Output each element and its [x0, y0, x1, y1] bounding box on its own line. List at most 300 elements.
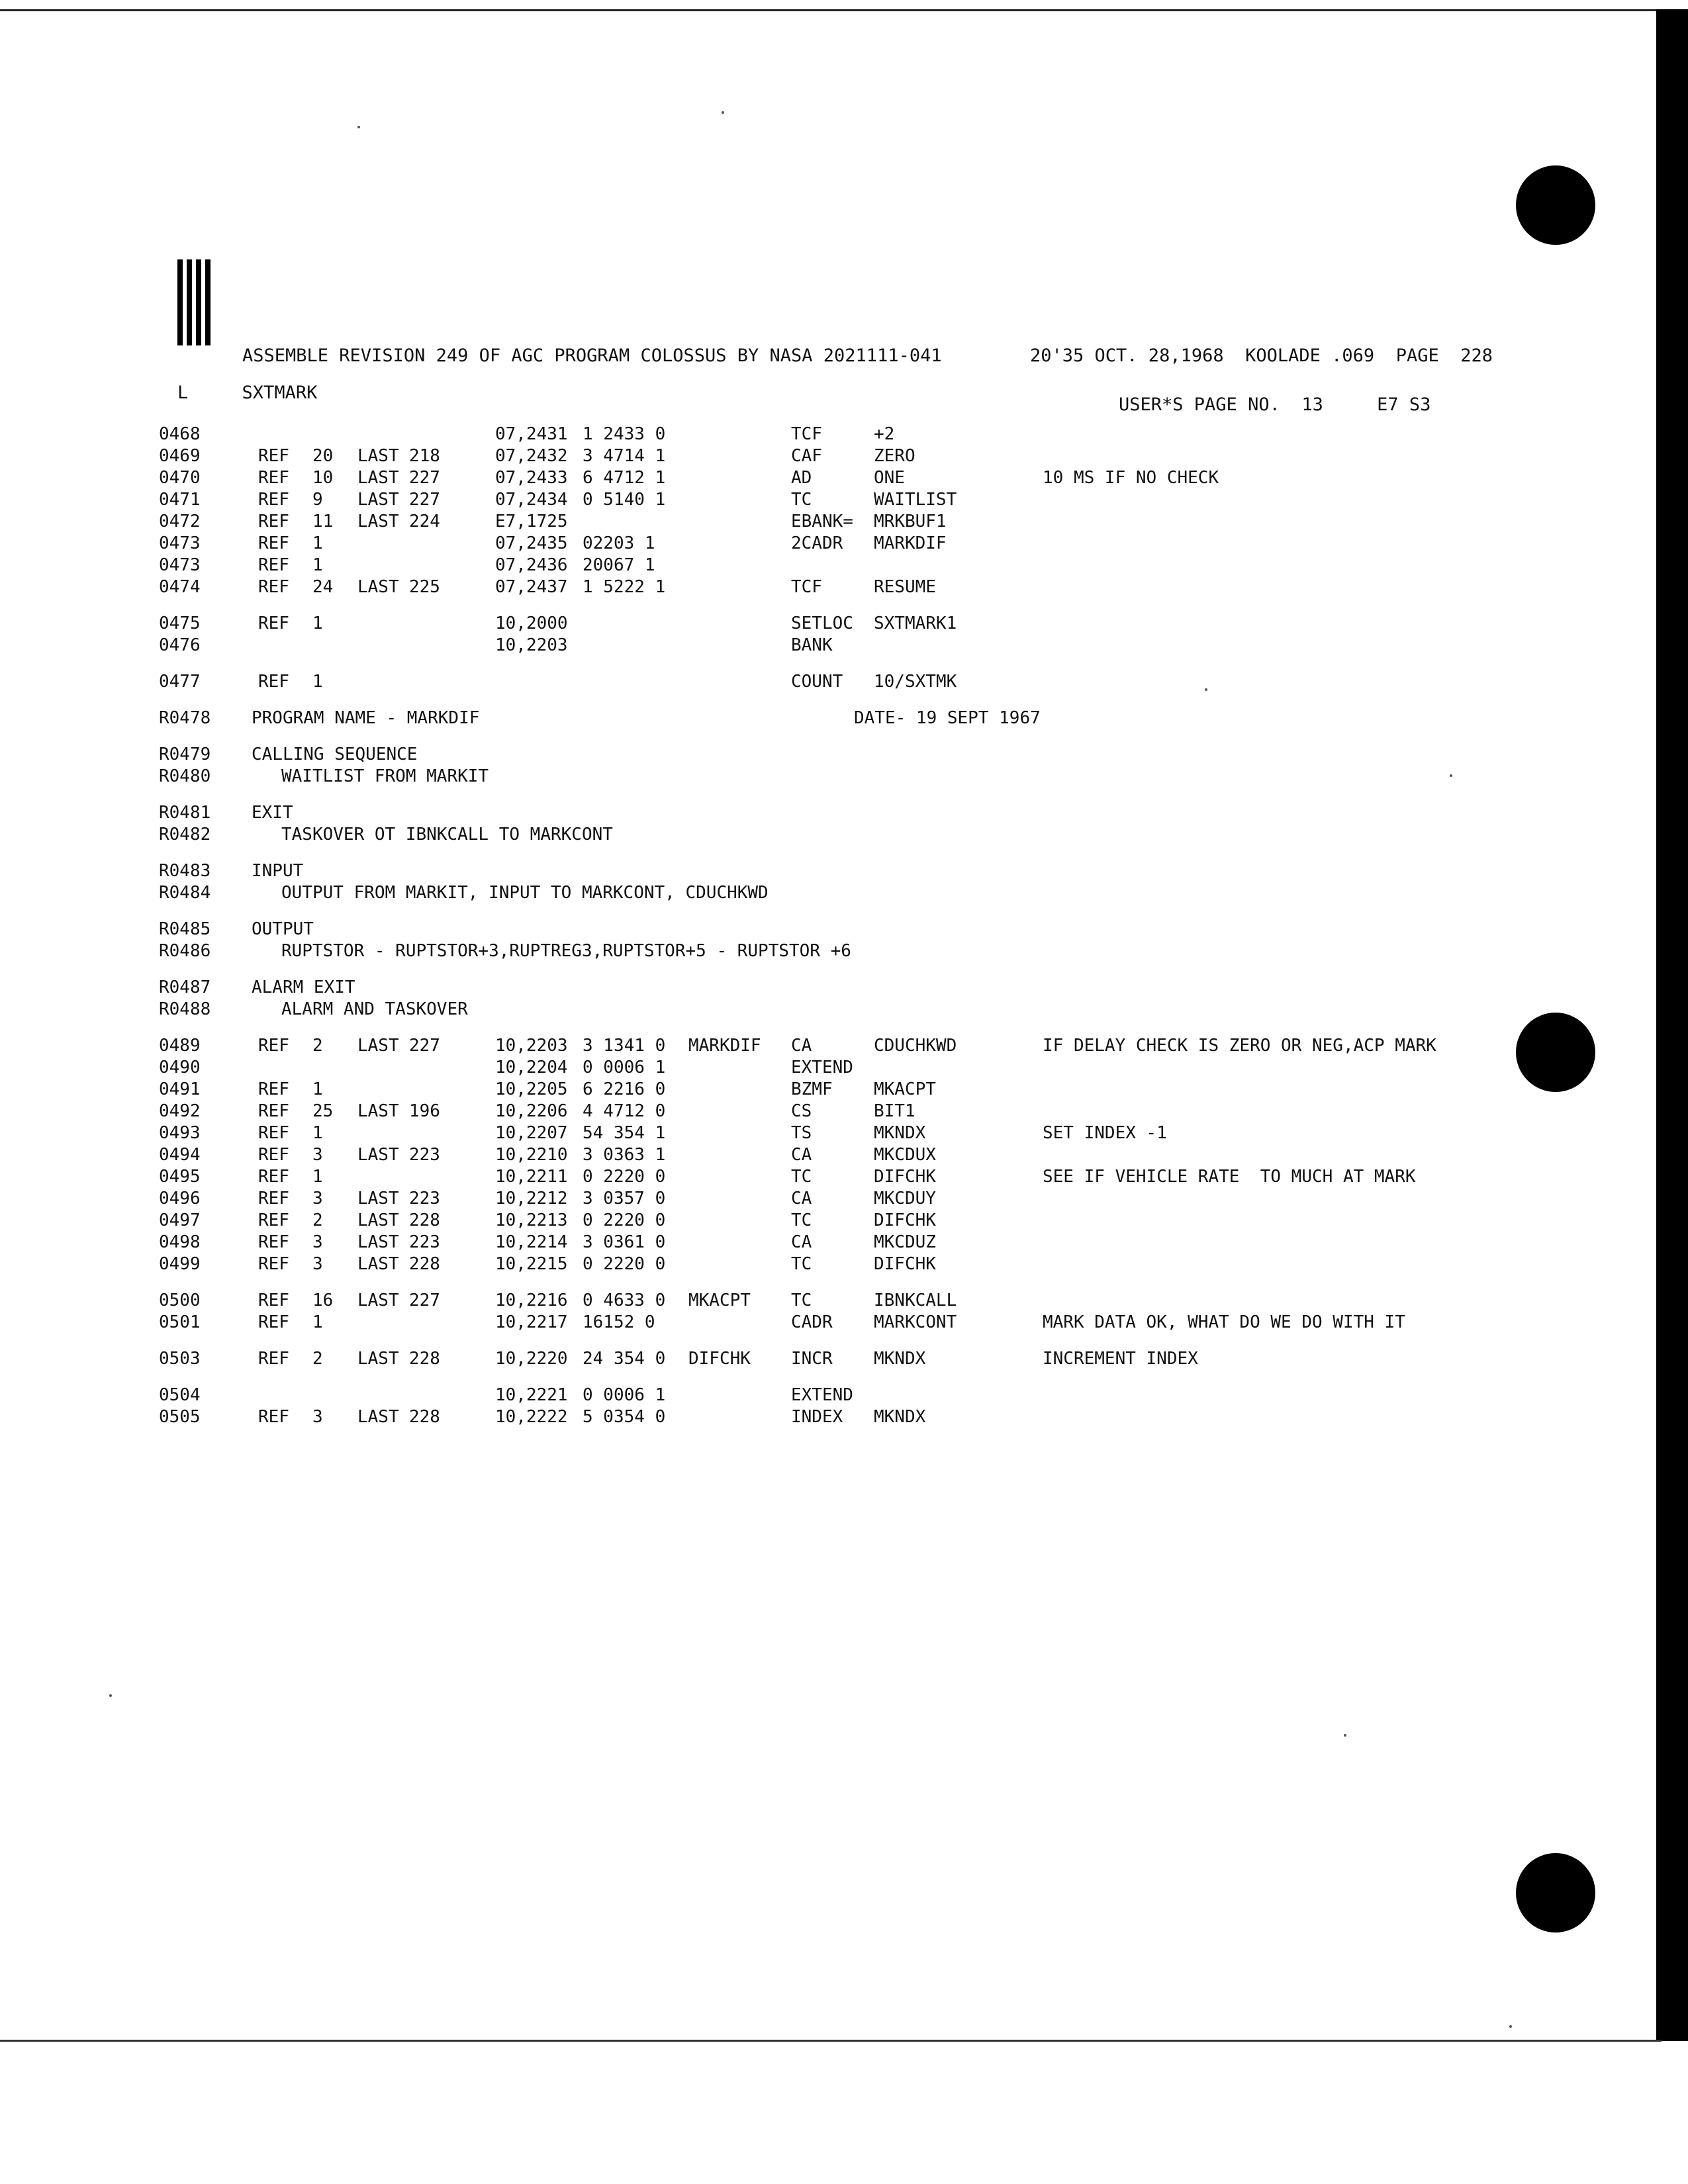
address: 10,2205	[495, 1079, 568, 1099]
ref-keyword: REF	[258, 1167, 289, 1187]
opcode: BANK	[791, 635, 833, 655]
octal-code: 02203 1	[583, 533, 655, 553]
line-number: 0490	[159, 1058, 201, 1077]
operand: MKNDX	[874, 1349, 926, 1369]
octal-code: 5 0354 0	[583, 1407, 666, 1427]
remark-line-number: R0480	[159, 766, 211, 786]
opcode: EXTEND	[791, 1058, 853, 1077]
opcode: INCR	[791, 1349, 833, 1369]
listing-row	[159, 1188, 1516, 1210]
ref-keyword: REF	[258, 555, 289, 575]
listing-row	[159, 1035, 1516, 1057]
ref-keyword: REF	[258, 1349, 289, 1369]
address: 10,2222	[495, 1407, 568, 1427]
listing-row	[159, 445, 1516, 467]
operand: WAITLIST	[874, 490, 957, 510]
line-number: 0503	[159, 1349, 201, 1369]
listing-row	[159, 1166, 1516, 1188]
listing-row	[159, 1210, 1516, 1232]
binder-barcode-mark	[177, 259, 217, 345]
address: 07,2435	[495, 533, 568, 553]
ref-count: 1	[312, 614, 323, 633]
listing-row	[159, 489, 1516, 511]
remark-row	[159, 824, 1516, 846]
line-number: 0504	[159, 1385, 201, 1405]
line-number: 0489	[159, 1036, 201, 1056]
line-number: 0476	[159, 635, 201, 655]
address: 07,2436	[495, 555, 568, 575]
octal-code: 6 4712 1	[583, 468, 666, 488]
opcode: TS	[791, 1123, 812, 1143]
listing-row	[159, 533, 1516, 555]
address: 10,2220	[495, 1349, 568, 1369]
address: 10,2211	[495, 1167, 568, 1187]
operand: CDUCHKWD	[874, 1036, 957, 1056]
remark-line-number: R0479	[159, 745, 211, 764]
last-keyword: LAST	[357, 446, 399, 466]
address: 10,2000	[495, 614, 568, 633]
operand: MRKBUF1	[874, 512, 947, 531]
address: 07,2434	[495, 490, 568, 510]
address: 10,2217	[495, 1312, 568, 1332]
last-page: 228	[409, 1254, 440, 1274]
remark-text: OUTPUT	[252, 919, 314, 939]
remark-line-number: R0488	[159, 999, 211, 1019]
ref-count: 3	[312, 1254, 323, 1274]
last-keyword: LAST	[357, 1407, 399, 1427]
remark-text: OUTPUT FROM MARKIT, INPUT TO MARKCONT, CDUCHKWD	[281, 883, 769, 903]
last-page: 227	[409, 468, 440, 488]
line-number: 0497	[159, 1210, 201, 1230]
address: 07,2431	[495, 424, 568, 444]
address: 10,2206	[495, 1101, 568, 1121]
octal-code: 0 4633 0	[583, 1291, 666, 1310]
comment: MARK DATA OK, WHAT DO WE DO WITH IT	[1043, 1312, 1405, 1332]
last-keyword: LAST	[357, 1101, 399, 1121]
assembly-listing	[159, 424, 1516, 1428]
header-title: ASSEMBLE REVISION 249 OF AGC PROGRAM COLOSSUS BY NASA 2021111-041	[242, 345, 942, 366]
line-number: 0469	[159, 446, 201, 466]
last-keyword: LAST	[357, 1232, 399, 1252]
scan-speck	[357, 126, 360, 128]
line-number: 0470	[159, 468, 201, 488]
octal-code: 0 2220 0	[583, 1254, 666, 1274]
operand: MKACPT	[874, 1079, 936, 1099]
remark-row	[159, 940, 1516, 962]
address: 07,2432	[495, 446, 568, 466]
remark-row	[159, 744, 1516, 766]
ref-keyword: REF	[258, 672, 289, 692]
last-page: 227	[409, 490, 440, 510]
last-page: 223	[409, 1189, 440, 1208]
octal-code: 4 4712 0	[583, 1101, 666, 1121]
octal-code: 24 354 0	[583, 1349, 666, 1369]
remark-line-number: R0487	[159, 978, 211, 997]
address: 10,2216	[495, 1291, 568, 1310]
scan-speck	[1205, 688, 1207, 691]
last-page: 224	[409, 512, 440, 531]
address: 10,2207	[495, 1123, 568, 1143]
ref-count: 25	[312, 1101, 334, 1121]
section-marker: L	[177, 383, 189, 403]
last-keyword: LAST	[357, 577, 399, 597]
octal-code: 3 0357 0	[583, 1189, 666, 1208]
line-number: 0473	[159, 533, 201, 553]
opcode: TC	[791, 1291, 812, 1310]
octal-code: 1 5222 1	[583, 577, 666, 597]
ref-keyword: REF	[258, 533, 289, 553]
line-number: 0477	[159, 672, 201, 692]
operand: MKCDUZ	[874, 1232, 936, 1252]
octal-code: 16152 0	[583, 1312, 655, 1332]
address: 10,2215	[495, 1254, 568, 1274]
remark-text: ALARM AND TASKOVER	[281, 999, 468, 1019]
ref-count: 2	[312, 1210, 323, 1230]
line-number: 0495	[159, 1167, 201, 1187]
user-page-number: 13	[1301, 394, 1323, 415]
last-keyword: LAST	[357, 1254, 399, 1274]
address: 10,2214	[495, 1232, 568, 1252]
opcode: TCF	[791, 424, 822, 444]
ref-count: 11	[312, 512, 334, 531]
opcode: COUNT	[791, 672, 843, 692]
address: 10,2204	[495, 1058, 568, 1077]
operand: DIFCHK	[874, 1210, 936, 1230]
remark-text: INPUT	[252, 861, 304, 881]
ref-count: 1	[312, 1079, 323, 1099]
remark-text: PROGRAM NAME - MARKDIF	[252, 708, 480, 728]
opcode: TC	[791, 1167, 812, 1187]
bank-label: E7 S3	[1377, 394, 1431, 415]
remark-text: WAITLIST FROM MARKIT	[281, 766, 489, 786]
line-number: 0500	[159, 1291, 201, 1310]
last-keyword: LAST	[357, 1291, 399, 1310]
listing-row	[159, 1079, 1516, 1101]
listing-row	[159, 1057, 1516, 1079]
line-number: 0468	[159, 424, 201, 444]
scan-speck	[1509, 2025, 1512, 2028]
line-number: 0493	[159, 1123, 201, 1143]
last-page: 227	[409, 1036, 440, 1056]
ref-keyword: REF	[258, 490, 289, 510]
opcode: BZMF	[791, 1079, 833, 1099]
remark-row	[159, 766, 1516, 788]
ref-count: 1	[312, 533, 323, 553]
address: 10,2212	[495, 1189, 568, 1208]
operand: SXTMARK1	[874, 614, 957, 633]
remark-line-number: R0483	[159, 861, 211, 881]
line-number: 0474	[159, 577, 201, 597]
listing-row	[159, 1290, 1516, 1312]
octal-code: 3 1341 0	[583, 1036, 666, 1056]
listing-header-meta	[1030, 345, 1493, 366]
octal-code: 0 0006 1	[583, 1385, 666, 1405]
line-number: 0499	[159, 1254, 201, 1274]
last-keyword: LAST	[357, 1349, 399, 1369]
remark-text: TASKOVER OT IBNKCALL TO MARKCONT	[281, 825, 613, 844]
ref-count: 1	[312, 672, 323, 692]
listing-row	[159, 635, 1516, 657]
octal-code: 1 2433 0	[583, 424, 666, 444]
remark-text: RUPTSTOR - RUPTSTOR+3,RUPTREG3,RUPTSTOR+5 - RUPTSTOR +6	[281, 941, 851, 961]
listing-row	[159, 1253, 1516, 1275]
line-number: 0496	[159, 1189, 201, 1208]
address: 07,2433	[495, 468, 568, 488]
opcode: CS	[791, 1101, 812, 1121]
last-page: 228	[409, 1349, 440, 1369]
line-number: 0491	[159, 1079, 201, 1099]
opcode: CADR	[791, 1312, 833, 1332]
ref-keyword: REF	[258, 614, 289, 633]
last-page: 228	[409, 1407, 440, 1427]
opcode: TCF	[791, 577, 822, 597]
ref-count: 2	[312, 1036, 323, 1056]
section-heading	[177, 383, 317, 403]
page-top-edge	[0, 9, 1662, 11]
address: 10,2210	[495, 1145, 568, 1165]
user-page-label: USER*S PAGE NO.	[1119, 394, 1280, 415]
last-keyword: LAST	[357, 1189, 399, 1208]
ref-keyword: REF	[258, 446, 289, 466]
remark-line-number: R0486	[159, 941, 211, 961]
remark-row	[159, 999, 1516, 1021]
operand: BIT1	[874, 1101, 915, 1121]
remark-row	[159, 802, 1516, 824]
listing-row	[159, 424, 1516, 445]
last-keyword: LAST	[357, 1210, 399, 1230]
symbol-label: MARKDIF	[688, 1036, 761, 1056]
octal-code: 0 0006 1	[583, 1058, 666, 1077]
ref-count: 3	[312, 1189, 323, 1208]
ref-keyword: REF	[258, 1291, 289, 1310]
operand: DIFCHK	[874, 1167, 936, 1187]
opcode: INDEX	[791, 1407, 843, 1427]
line-number: 0471	[159, 490, 201, 510]
page-right-edge	[1656, 9, 1688, 2041]
listing-row	[159, 1312, 1516, 1334]
header-page-label: PAGE	[1395, 345, 1439, 366]
scan-speck	[722, 111, 724, 114]
last-page: 225	[409, 577, 440, 597]
comment: IF DELAY CHECK IS ZERO OR NEG,ACP MARK	[1043, 1036, 1436, 1056]
last-page: 218	[409, 446, 440, 466]
opcode: TC	[791, 490, 812, 510]
header-koolade: KOOLADE .069	[1245, 345, 1375, 366]
ref-keyword: REF	[258, 1079, 289, 1099]
last-page: 228	[409, 1210, 440, 1230]
ref-keyword: REF	[258, 1101, 289, 1121]
operand: MKNDX	[874, 1123, 926, 1143]
ref-keyword: REF	[258, 468, 289, 488]
user-page-info	[1119, 394, 1430, 415]
ref-keyword: REF	[258, 1254, 289, 1274]
header-page-number: 228	[1460, 345, 1493, 366]
ref-count: 1	[312, 1167, 323, 1187]
ref-count: 24	[312, 577, 334, 597]
listing-row	[159, 613, 1516, 635]
comment: SEE IF VEHICLE RATE TO MUCH AT MARK	[1043, 1167, 1416, 1187]
ref-keyword: REF	[258, 1210, 289, 1230]
remark-line-number: R0481	[159, 803, 211, 823]
remark-line-number: R0482	[159, 825, 211, 844]
punch-hole-top	[1516, 165, 1595, 245]
last-keyword: LAST	[357, 1036, 399, 1056]
line-number: 0492	[159, 1101, 201, 1121]
listing-row	[159, 1385, 1516, 1406]
ref-count: 1	[312, 1312, 323, 1332]
listing-row	[159, 555, 1516, 576]
listing-row	[159, 1122, 1516, 1144]
header-timestamp: 20'35 OCT. 28,1968	[1030, 345, 1224, 366]
operand: MKNDX	[874, 1407, 926, 1427]
operand: IBNKCALL	[874, 1291, 957, 1310]
punch-hole-middle	[1516, 1013, 1595, 1092]
scan-speck	[1344, 1734, 1346, 1737]
listing-row	[159, 671, 1516, 693]
operand: +2	[874, 424, 895, 444]
comment: SET INDEX -1	[1043, 1123, 1167, 1143]
operand: MARKCONT	[874, 1312, 957, 1332]
octal-code: 0 2220 0	[583, 1167, 666, 1187]
operand: RESUME	[874, 577, 936, 597]
symbol-label: MKACPT	[688, 1291, 751, 1310]
listing-row	[159, 511, 1516, 533]
ref-keyword: REF	[258, 1232, 289, 1252]
remarks-block	[159, 707, 1516, 1021]
section-name: SXTMARK	[242, 383, 318, 403]
remark-row	[159, 707, 1516, 729]
comment: 10 MS IF NO CHECK	[1043, 468, 1219, 488]
line-number: 0472	[159, 512, 201, 531]
line-number: 0475	[159, 614, 201, 633]
octal-code: 0 5140 1	[583, 490, 666, 510]
address: 07,2437	[495, 577, 568, 597]
symbol-label: DIFCHK	[688, 1349, 751, 1369]
listing-block-1	[159, 424, 1516, 693]
last-page: 227	[409, 1291, 440, 1310]
remark-text: CALLING SEQUENCE	[252, 745, 418, 764]
remark-row	[159, 860, 1516, 882]
ref-keyword: REF	[258, 1407, 289, 1427]
operand: MARKDIF	[874, 533, 947, 553]
opcode: 2CADR	[791, 533, 843, 553]
ref-count: 1	[312, 1123, 323, 1143]
opcode: EBANK=	[791, 512, 853, 531]
ref-keyword: REF	[258, 577, 289, 597]
line-number: 0473	[159, 555, 201, 575]
ref-keyword: REF	[258, 1145, 289, 1165]
operand: MKCDUX	[874, 1145, 936, 1165]
remark-line-number: R0484	[159, 883, 211, 903]
ref-count: 16	[312, 1291, 334, 1310]
address: 10,2221	[495, 1385, 568, 1405]
octal-code: 0 2220 0	[583, 1210, 666, 1230]
operand: 10/SXTMK	[874, 672, 957, 692]
listing-row	[159, 467, 1516, 489]
ref-count: 9	[312, 490, 323, 510]
punch-hole-bottom	[1516, 1853, 1595, 1933]
page-bottom-edge	[0, 2040, 1662, 2042]
ref-count: 20	[312, 446, 334, 466]
opcode: SETLOC	[791, 614, 853, 633]
ref-keyword: REF	[258, 512, 289, 531]
opcode: AD	[791, 468, 812, 488]
remark-text: ALARM EXIT	[252, 978, 355, 997]
ref-count: 3	[312, 1232, 323, 1252]
octal-code: 54 354 1	[583, 1123, 666, 1143]
line-number: 0505	[159, 1407, 201, 1427]
ref-keyword: REF	[258, 1189, 289, 1208]
opcode: CA	[791, 1145, 812, 1165]
listing-row	[159, 1101, 1516, 1122]
scan-speck	[1450, 774, 1452, 777]
opcode: CAF	[791, 446, 822, 466]
operand: ONE	[874, 468, 905, 488]
last-page: 223	[409, 1145, 440, 1165]
octal-code: 20067 1	[583, 555, 655, 575]
operand: DIFCHK	[874, 1254, 936, 1274]
ref-count: 3	[312, 1407, 323, 1427]
octal-code: 3 0363 1	[583, 1145, 666, 1165]
last-keyword: LAST	[357, 468, 399, 488]
address: 10,2203	[495, 1036, 568, 1056]
operand: MKCDUY	[874, 1189, 936, 1208]
line-number: 0501	[159, 1312, 201, 1332]
octal-code: 3 0361 0	[583, 1232, 666, 1252]
address: 10,2203	[495, 635, 568, 655]
scan-speck	[109, 1694, 112, 1697]
last-keyword: LAST	[357, 512, 399, 531]
remark-date: DATE- 19 SEPT 1967	[854, 708, 1041, 728]
last-page: 223	[409, 1232, 440, 1252]
ref-count: 3	[312, 1145, 323, 1165]
address: E7,1725	[495, 512, 568, 531]
remark-text: EXIT	[252, 803, 293, 823]
line-number: 0494	[159, 1145, 201, 1165]
ref-count: 1	[312, 555, 323, 575]
ref-keyword: REF	[258, 1036, 289, 1056]
opcode: EXTEND	[791, 1385, 853, 1405]
remark-line-number: R0478	[159, 708, 211, 728]
opcode: TC	[791, 1210, 812, 1230]
ref-keyword: REF	[258, 1123, 289, 1143]
ref-keyword: REF	[258, 1312, 289, 1332]
opcode: TC	[791, 1254, 812, 1274]
last-keyword: LAST	[357, 1145, 399, 1165]
last-page: 196	[409, 1101, 440, 1121]
opcode: CA	[791, 1232, 812, 1252]
listing-row	[159, 1348, 1516, 1370]
address: 10,2213	[495, 1210, 568, 1230]
comment: INCREMENT INDEX	[1043, 1349, 1198, 1369]
listing-row	[159, 576, 1516, 598]
remark-row	[159, 977, 1516, 999]
ref-count: 2	[312, 1349, 323, 1369]
listing-row	[159, 1144, 1516, 1166]
octal-code: 3 4714 1	[583, 446, 666, 466]
opcode: CA	[791, 1036, 812, 1056]
ref-count: 10	[312, 468, 334, 488]
listing-row	[159, 1232, 1516, 1253]
last-keyword: LAST	[357, 490, 399, 510]
listing-block-2	[159, 1035, 1516, 1428]
remark-row	[159, 919, 1516, 940]
remark-row	[159, 882, 1516, 904]
operand: ZERO	[874, 446, 915, 466]
listing-row	[159, 1406, 1516, 1428]
opcode: CA	[791, 1189, 812, 1208]
line-number: 0498	[159, 1232, 201, 1252]
